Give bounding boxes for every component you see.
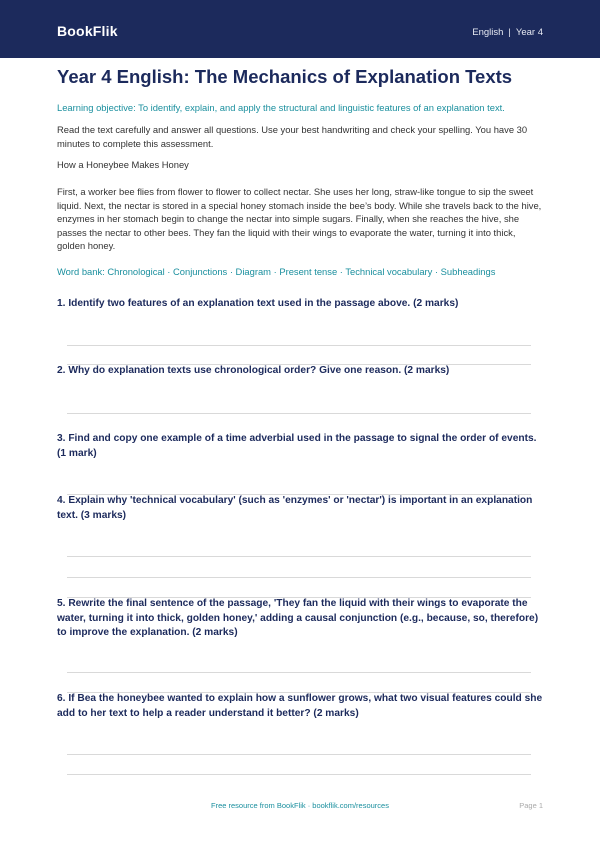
instructions: Read the text carefully and answer all questions. Use your best handwriting and check your spelling. You have 30 minutes to complete this assessment. xyxy=(57,124,528,149)
answer-line[interactable] xyxy=(67,774,531,775)
footer-credit[interactable]: Free resource from BookFlik · bookflik.com/resources xyxy=(211,801,389,810)
passage-title: How a Honeybee Makes Honey xyxy=(57,159,189,170)
answer-line[interactable] xyxy=(67,413,531,414)
question-2: 2. Why do explanation texts use chronological order? Give one reason. (2 marks) xyxy=(57,365,450,376)
answer-line[interactable] xyxy=(67,754,531,755)
header-meta xyxy=(472,27,543,38)
question-3: 3. Find and copy one example of a time adverbial used in the passage to signal the order of events. (1 mark) xyxy=(57,433,537,459)
question-5: 5. Rewrite the final sentence of the passage, 'They fan the liquid with their wings to evaporate the water, turning it into thick, golden honey,' adding a causal conjunction (e.g., because, so, therefore) to improve the explanation. (2 marks) xyxy=(57,598,539,638)
subject-label: English xyxy=(472,27,504,38)
page-title: Year 4 English: The Mechanics of Explanation Texts xyxy=(57,66,513,87)
answer-line[interactable] xyxy=(67,345,531,346)
word-bank: Word bank: Chronological · Conjunctions · Diagram · Present tense · Technical vocabulary · Subheadings xyxy=(57,266,496,277)
question-4: 4. Explain why 'technical vocabulary' (such as 'enzymes' or 'nectar') is important in an explanation text. (3 marks) xyxy=(57,495,533,521)
passage-text: First, a worker bee flies from flower to flower to collect nectar. She uses her long, straw-like tongue to sip the sweet liquid. Next, the nectar is stored in a special honey stomach inside the bee’s body. While she travels back to the hive, enzymes in her stomach begin to change the nectar into simple sugars. Finally, when she reaches the hive, she passes the nectar to other bees. They fan the liquid with their wings to evaporate the water, turning it into thick, golden honey. xyxy=(57,186,542,251)
question-6: 6. If Bea the honeybee wanted to explain how a sunflower grows, what two visual features could she add to her text to help a reader understand it better? (2 marks) xyxy=(57,693,543,719)
answer-line[interactable] xyxy=(67,577,531,578)
learning-objective: Learning objective: To identify, explain, and apply the structural and linguistic features of an explanation text. xyxy=(57,102,505,113)
brand-logo-text[interactable]: BookFlik xyxy=(57,23,118,39)
year-label: Year 4 xyxy=(515,27,543,38)
question-1: 1. Identify two features of an explanation text used in the passage above. (2 marks) xyxy=(57,298,459,309)
page-header xyxy=(0,0,600,58)
answer-line[interactable] xyxy=(67,672,531,673)
header-separator: | xyxy=(508,27,511,38)
page-number: Page 1 xyxy=(519,801,543,810)
answer-line[interactable] xyxy=(67,556,531,557)
